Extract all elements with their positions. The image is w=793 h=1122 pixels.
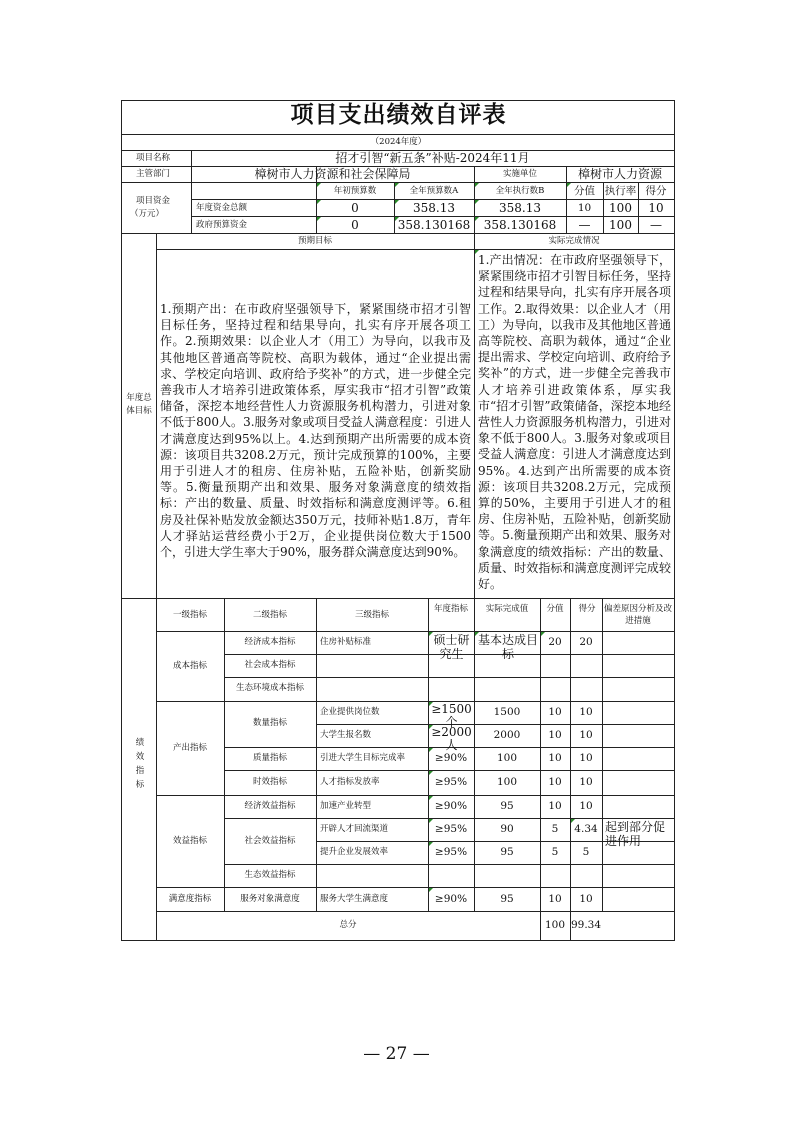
document-title: 项目支出绩效自评表 [290,101,507,128]
page-number: — 27 — [363,1044,430,1064]
ind-header-reason: 偏差原因分析及改进措施 [604,604,673,626]
group-benefit: 效益指标 [172,836,207,846]
row-score: 10 [579,776,593,788]
row-actual: 100 [496,752,518,764]
row-score-val: 10 [548,776,562,788]
row-l3: 引进大学生目标完成率 [320,753,406,763]
row-score: 10 [579,893,593,905]
goal-planned-text: 1.预期产出：在市政府坚强领导下，紧紧围绕市招才引智目标任务，坚持过程和结果导向，扎实有序开展各项工作。2.预期效果：以企业人才（用工）为导向，以我市及其他地区普通高等院校、高职为载体，通过“企业提出需求、学校定向培训、政府给予奖补”的方式，进一步健全完善我市人才培养引进政策体系，厚实我市“招才引智”政策储备，深挖本地经营性人力资源服务机构潜力，引进对象不低于800人。3.服务对象或项目受益人满意程度：引进人才满意度达到95%以上。4.达到预期产出所需要的成本资源：该项目共3208.2万元，预计完成预算的100%，主要用于引进人才的租房、住房补贴，五险补贴，创新奖励等。5.衡量预期产出和效果、服务对象满意度的绩效指标：产出的数量、质量、时效指标和满意度测评等。6.租房及社保补贴发放金额达350万元，技师补贴1.8万，青年人才驿站运营经费小于2万，企业提供岗位数大于1500个，引进大学生率大于90%，服务群众满意度达到90%。 [160,302,471,560]
funds-row-gov-exec: 358.130168 [483,218,557,232]
funds-header-initial: 年初预算数 [333,186,377,196]
row-target: ≥90% [434,752,468,764]
row-score-val: 5 [551,823,559,835]
ind-header-score-val: 分值 [546,604,564,614]
row-score: 10 [579,800,593,812]
funds-row-total-initial: 0 [351,201,359,215]
funds-header-exec: 全年执行数B [495,186,545,196]
row-l2: 生态环境成本指标 [235,683,304,693]
row-actual: 1500 [493,706,521,718]
label-funds-unit: （万元） [130,209,165,219]
row-l3: 加速产业转型 [320,801,372,811]
funds-row-gov-score-val: — [578,218,591,232]
funds-header-rate: 执行率 [604,185,637,197]
funds-row-total-rate: 100 [609,201,632,215]
row-target: ≥90% [434,800,468,812]
funds-row-gov-rate: 100 [609,218,632,232]
row-score: 10 [579,752,593,764]
funds-row-gov-initial: 0 [351,218,359,232]
row-l3: 开辟人才回流渠道 [320,824,389,834]
row-l3: 人才指标发放率 [320,777,380,787]
row-l2: 时效指标 [252,777,287,787]
group-output: 产出指标 [172,743,207,753]
ind-header-actual: 实际完成值 [485,604,529,614]
total-score: 99.34 [570,919,602,931]
funds-row-total-label: 年度资金总额 [196,203,248,213]
row-score-val: 10 [548,706,562,718]
row-score: 20 [579,636,593,648]
label-dept: 主管部门 [136,169,171,179]
group-satisfaction: 满意度指标 [168,894,212,904]
funds-row-total-exec: 358.13 [499,201,541,215]
ind-header-l2: 二级指标 [252,610,287,620]
year-label: （2024年度） [370,137,427,147]
row-actual: 100 [496,776,518,788]
row-target: ≥2000人 [431,725,472,752]
row-score: 5 [582,846,590,858]
funds-row-gov-budget: 358.130168 [397,218,471,232]
row-target: ≥90% [434,893,468,905]
label-indicators: 绩效指标 [135,738,145,790]
row-l2: 社会效益指标 [244,836,296,846]
row-score-val: 10 [548,800,562,812]
row-l3: 服务大学生满意度 [320,894,389,904]
funds-row-total-score-val: 10 [577,202,592,214]
label-funds: 项目资金 [136,196,171,206]
funds-row-gov-score: — [650,218,662,232]
row-l2: 生态效益指标 [244,870,296,880]
row-target: ≥95% [434,776,468,788]
row-actual: 基本达成目标 [477,633,538,661]
label-impl-unit: 实施单位 [502,169,537,179]
row-target: ≥95% [434,846,468,858]
row-l3: 大学生报名数 [320,730,372,740]
row-score-val: 5 [551,846,559,858]
row-actual: 95 [500,893,514,905]
row-target: 硕士研究生 [433,633,470,661]
funds-header-score: 得分 [645,185,667,197]
row-l2: 质量指标 [252,753,287,763]
row-reason: 起到部分促进作用 [605,820,666,848]
ind-header-l3: 三级指标 [354,610,389,620]
row-l3: 提升企业发展效率 [320,847,389,857]
row-score-val: 10 [548,893,562,905]
funds-header-score-val: 分值 [574,185,595,197]
row-score-val: 20 [548,636,562,648]
label-annual-goal: 年度总体目标 [126,393,152,416]
goal-actual-text: 1.产出情况：在市政府坚强领导下，紧紧围绕市招才引智目标任务，坚持过程和结果导向，扎实有序开展各项工作。2.取得效果：以企业人才（用工）为导向，以我市及其他地区普通高等院校、高职为载体，通过“企业提出需求、学校定向培训、政府给予奖补”的方式，进一步健全完善我市人才培养引进政策体系，厚实我市“招才引智”政策储备，深挖本地经营性人力资源服务机构潜力，引进对象不低于800人。3.服务对象或项目受益人满意度：引进人才满意度达到95%。4.达到产出所需要的成本资源：该项目共3208.2万元，完成预算的50%，主要用于引进人才的租房、住房补贴，五险补贴，创新奖励等。5.衡量预期产出和效果、服务对象满意度的绩效指标：产出的数量、质量、时效指标和满意度测评完成较好。 [478,253,671,592]
funds-row-total-budget: 358.13 [413,201,455,215]
row-l2: 数量指标 [252,718,287,728]
funds-header-budget: 全年预算数A [409,186,459,196]
ind-header-l1: 一级指标 [172,610,207,620]
ind-header-target: 年度指标 [433,604,468,614]
dept-value: 樟树市人力资源和社会保障局 [254,167,411,181]
funds-row-gov-label: 政府预算资金 [196,220,248,230]
row-score: 10 [579,706,593,718]
row-actual: 95 [500,800,514,812]
row-l2: 社会成本指标 [244,660,296,670]
row-l2: 经济成本指标 [244,637,296,647]
row-score: 10 [579,729,593,741]
row-score-val: 10 [548,729,562,741]
row-l2: 服务对象满意度 [240,894,300,904]
goal-header-actual: 实际完成情况 [548,236,600,246]
total-label: 总分 [339,920,357,930]
total-score-val: 100 [544,919,566,931]
row-target: ≥95% [434,823,468,835]
row-actual: 2000 [493,729,521,741]
goal-header-planned: 预期目标 [297,236,332,246]
label-project-name: 项目名称 [136,153,171,163]
impl-unit-value: 樟树市人力资源 [577,167,662,181]
funds-row-total-score: 10 [648,201,664,215]
row-target: ≥1500个 [431,702,472,729]
ind-header-score: 得分 [578,604,596,614]
row-score: 4.34 [574,823,598,835]
project-name-value: 招才引智“新五条”补贴-2024年11月 [335,151,530,165]
row-l2: 经济效益指标 [244,801,296,811]
row-actual: 95 [500,846,514,858]
row-l3: 企业提供岗位数 [320,707,380,717]
row-l3: 住房补贴标准 [320,637,372,647]
row-score-val: 10 [548,752,562,764]
group-cost: 成本指标 [172,661,207,671]
row-actual: 90 [500,823,514,835]
